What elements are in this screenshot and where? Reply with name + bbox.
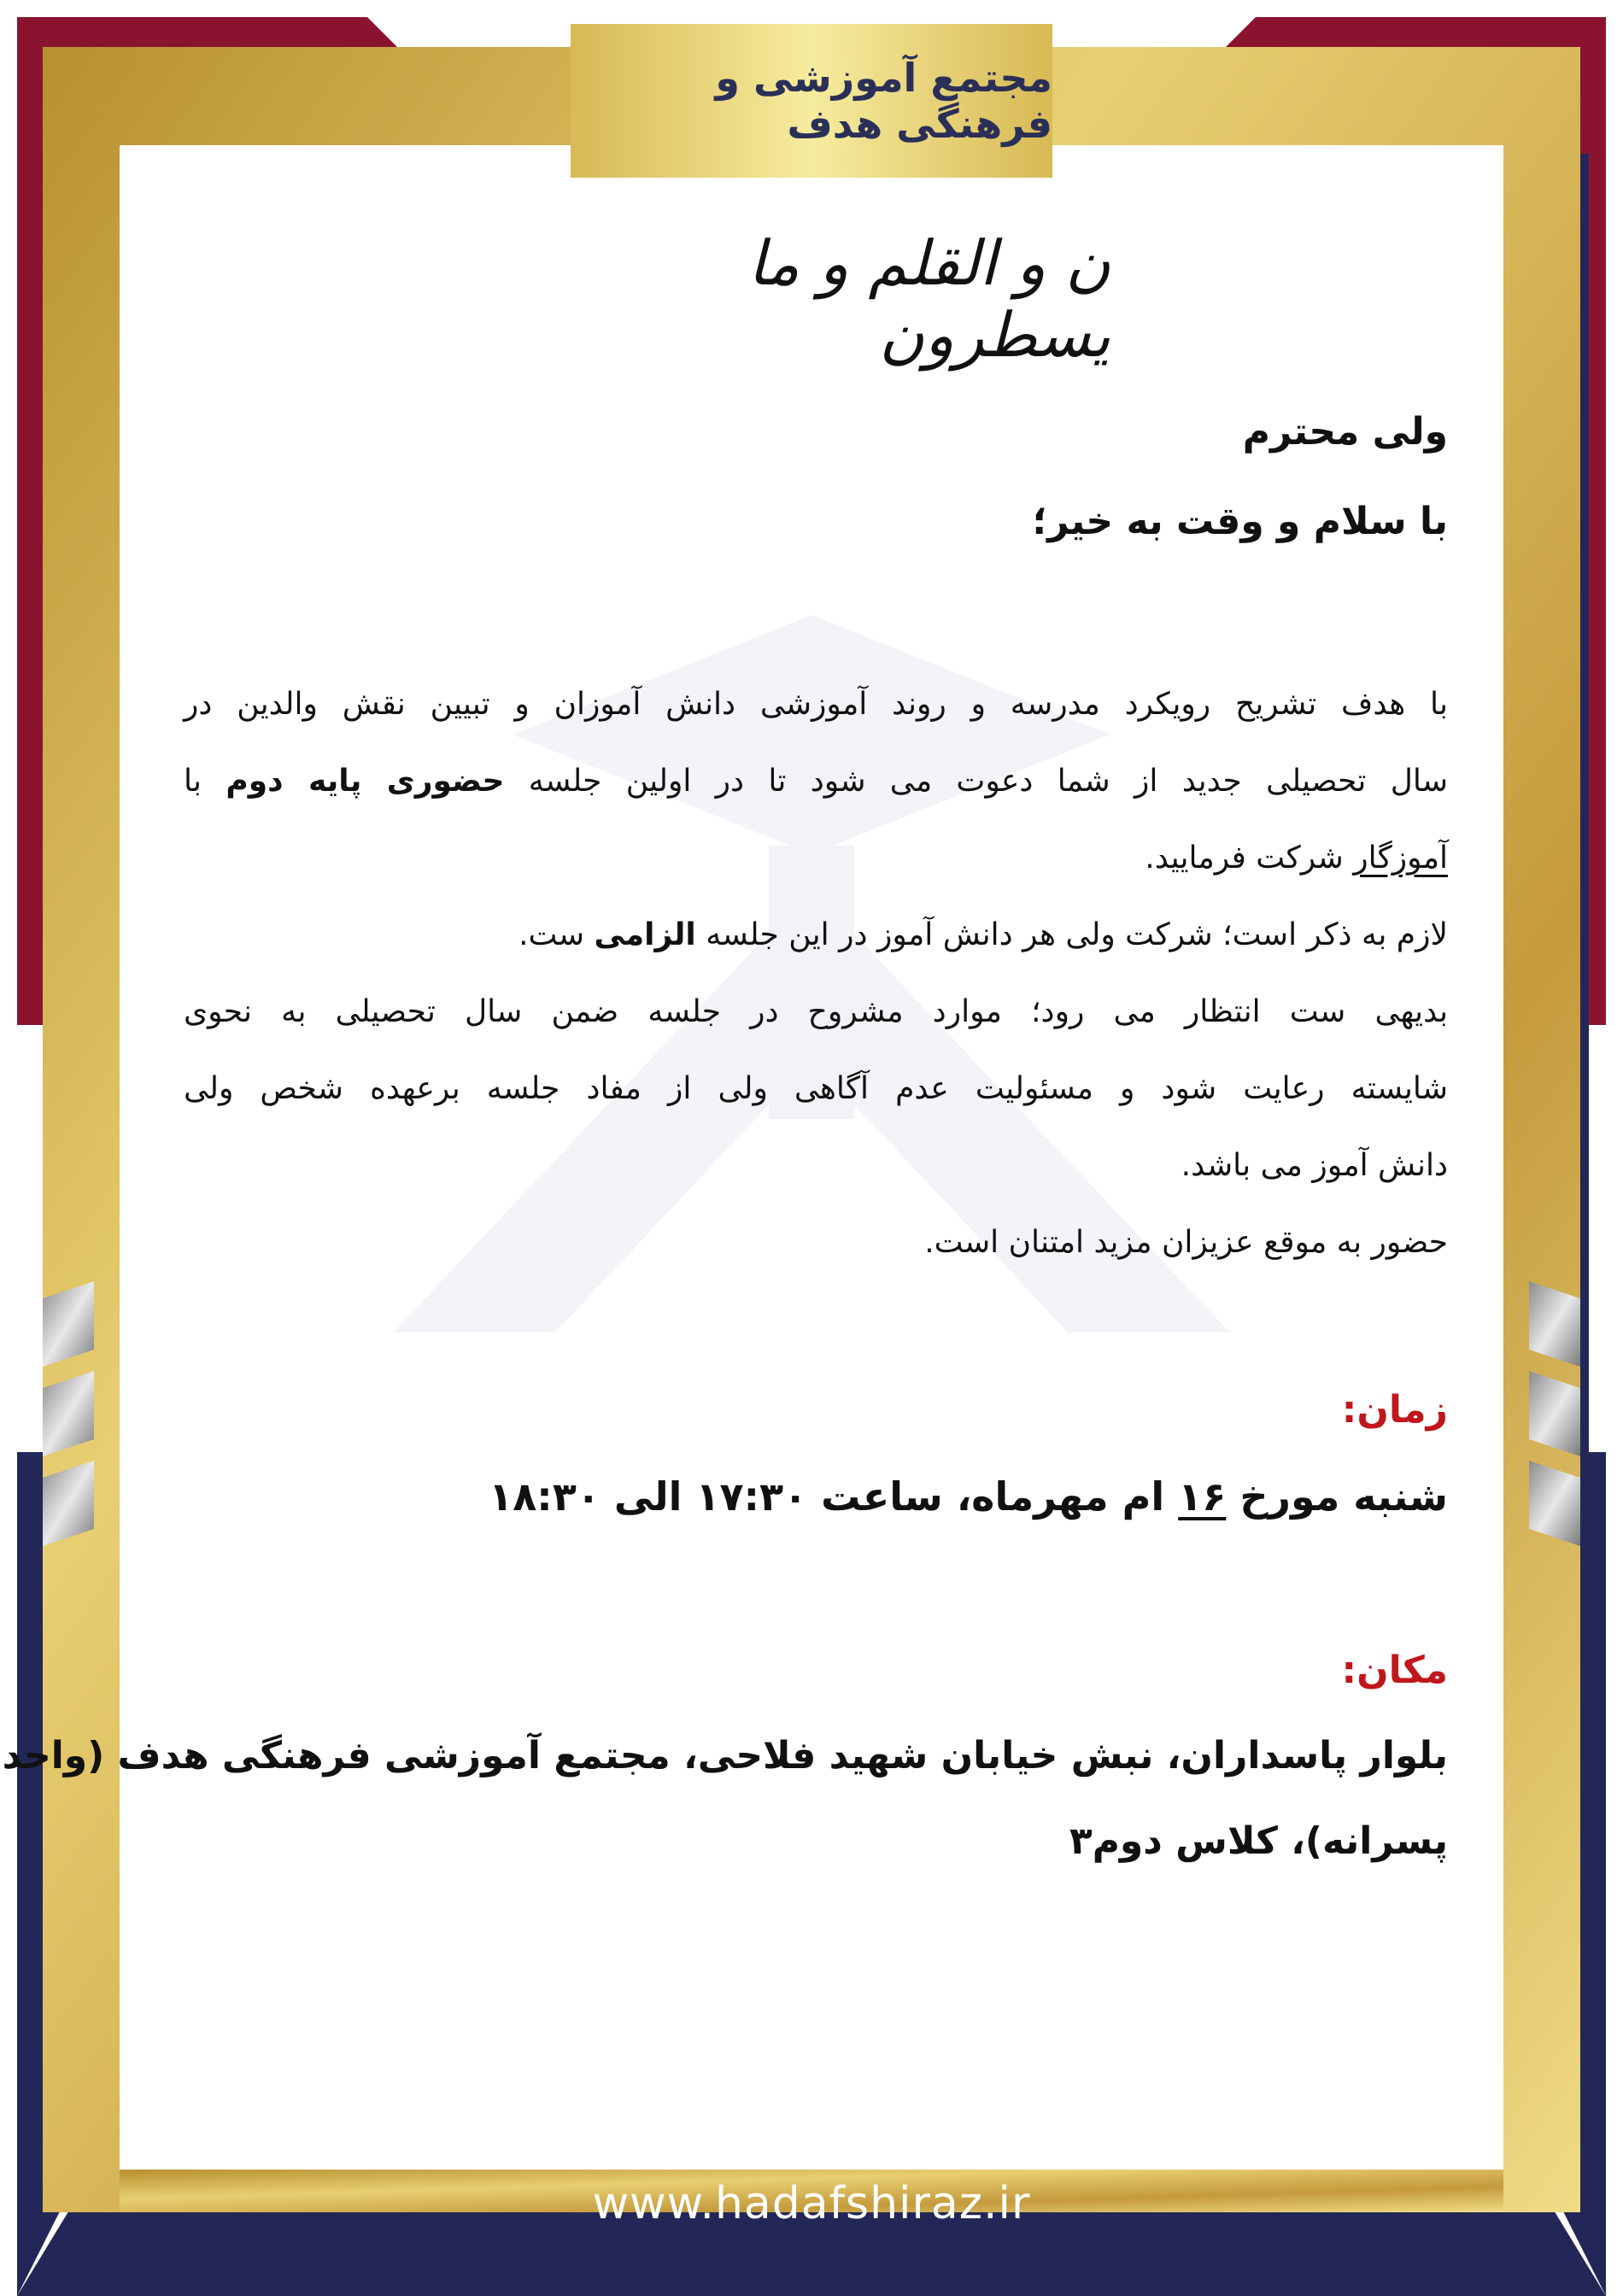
letter-body (184, 666, 1448, 1281)
body-text: دانش آموز می باشد. (1181, 1148, 1448, 1183)
body-text: لازم به ذکر است؛ شرکت ولی هر دانش آموز در این جلسه (695, 917, 1448, 952)
body-text: شایسته رعایت شود و مسئولیت عدم آگاهی ولی از مفاد جلسه برعهده شخص ولی (184, 1071, 1448, 1106)
body-text: سال تحصیلی جدید از شما دعوت می شود تا در اولین جلسه (504, 764, 1448, 799)
location-line-1: بلوار پاسداران، نبش خیابان شهید فلاحی، مجتمع آموزشی فرهنگی هدف (واحد (2, 1734, 1448, 1778)
greeting-line: با سلام و وقت به خیر؛ (1032, 500, 1448, 543)
body-text: ست. (519, 917, 595, 952)
location-label: مکان: (1341, 1649, 1448, 1692)
body-text: با (184, 764, 226, 799)
body-line (184, 820, 1448, 897)
location-line-2: پسرانه)، کلاس دوم۳ (1069, 1819, 1448, 1863)
body-line (184, 666, 1448, 743)
body-text: بدیهی ست انتظار می رود؛ موارد مشروح در جلسه ضمن سال تحصیلی به نحوی (184, 994, 1448, 1029)
body-line (184, 1051, 1448, 1128)
time-label: زمان: (1341, 1388, 1448, 1432)
time-text: ام مهرماه، ساعت ۱۷:۳۰ الی ۱۸:۳۰ (489, 1473, 1179, 1520)
salutation: ولی محترم (1242, 410, 1448, 454)
body-line (184, 1128, 1448, 1204)
body-text: حضور به موقع عزیزان مزید امتنان است. (924, 1225, 1448, 1260)
calligraphy-verse: ن و القلم و ما یسطرون (747, 227, 1110, 371)
body-text: با هدف تشریح رویکرد مدرسه و روند آموزشی دانش آموزان و تبیین نقش والدین در (184, 687, 1448, 722)
time-day: ۱۶ (1178, 1473, 1227, 1520)
body-emphasis: حضوری پایه دوم (226, 764, 505, 799)
institution-title: مجتمع آموزشی و فرهنگی هدف (715, 55, 1052, 147)
body-underlined: آموزگار (1353, 840, 1448, 876)
body-line (184, 974, 1448, 1051)
body-line (184, 743, 1448, 820)
body-emphasis: الزامی (594, 917, 696, 952)
body-line (184, 1204, 1448, 1281)
time-text: شنبه مورخ (1226, 1473, 1448, 1520)
body-text: شرکت فرمایید. (1145, 840, 1354, 876)
time-details (489, 1473, 1448, 1520)
body-line (184, 897, 1448, 974)
header-plate (571, 24, 1052, 178)
website-url: www.hadafshiraz.ir (592, 2178, 1031, 2229)
